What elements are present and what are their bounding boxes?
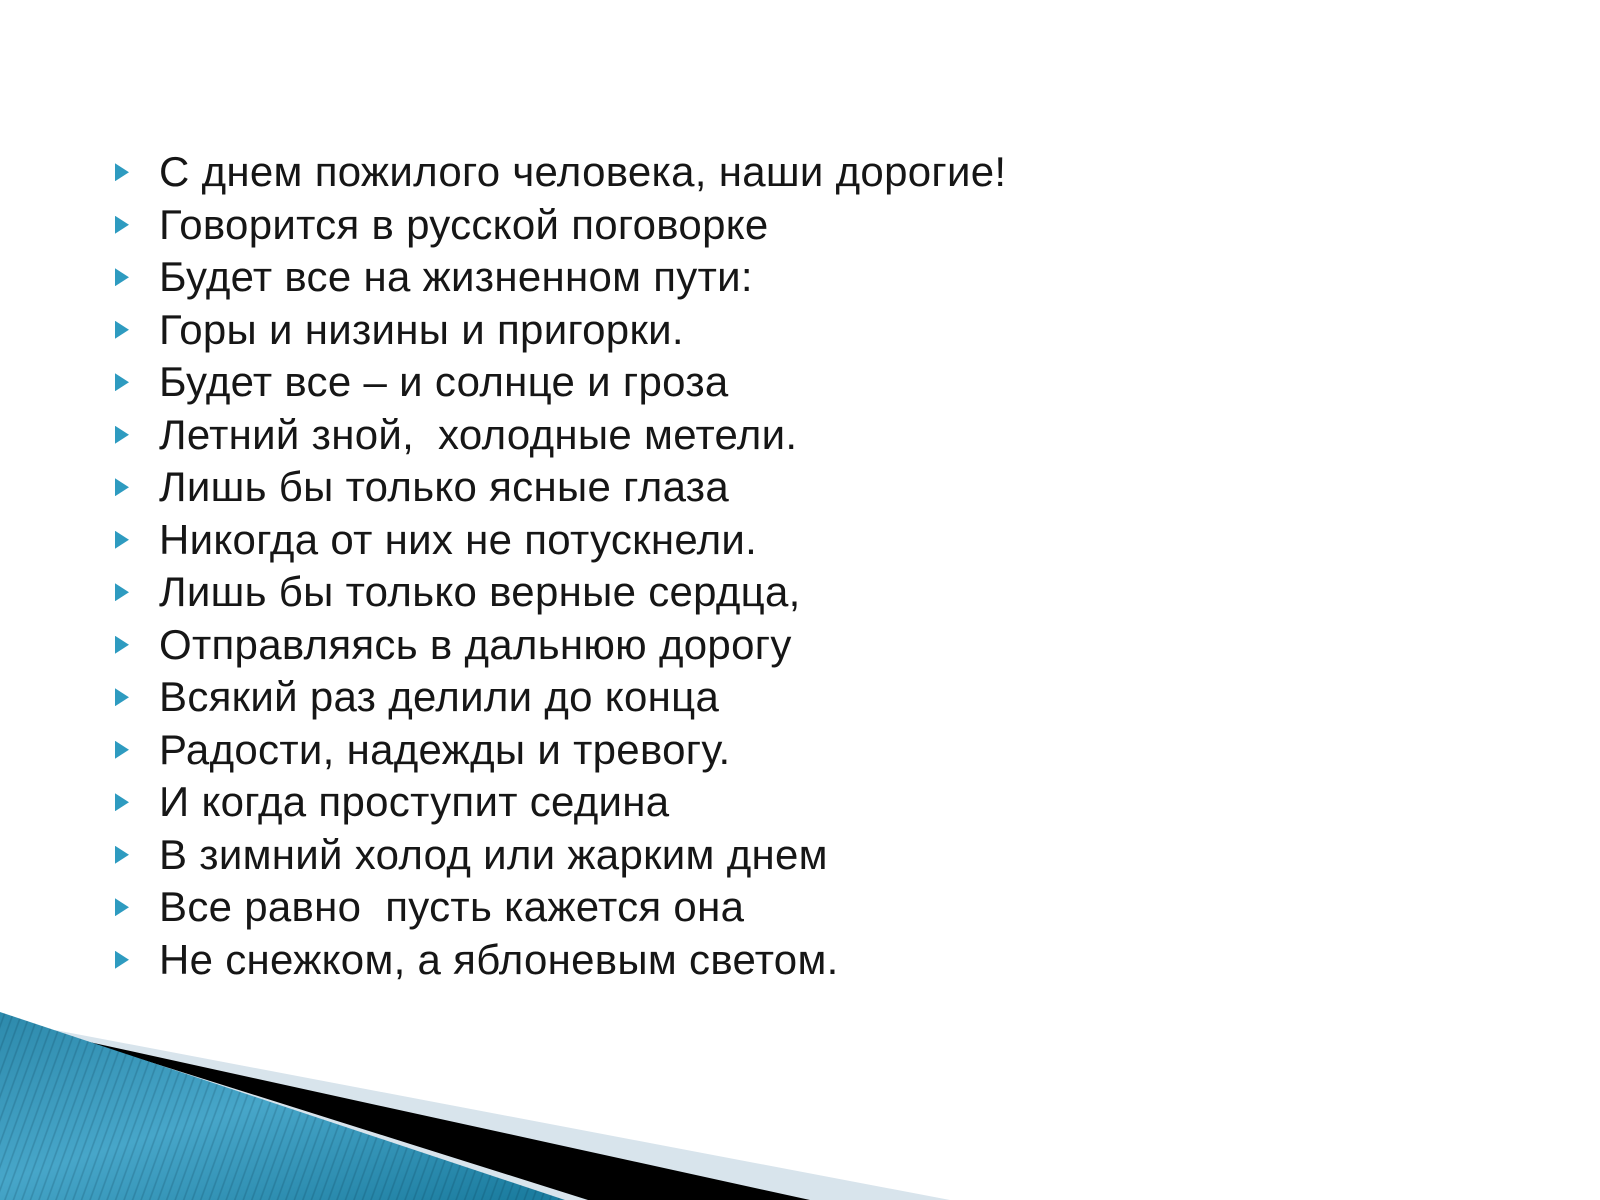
poem-line-text: Летний зной, холодные метели. [159,410,798,458]
list-item [115,671,1560,724]
bullet-triangle-icon [115,951,129,969]
bullet-triangle-icon [115,373,129,391]
bullet-triangle-icon [115,478,129,496]
poem-line-text: Говорится в русской поговорке [159,200,769,248]
corner-decoration [0,1000,1000,1200]
bullet-triangle-icon [115,846,129,864]
list-item [115,829,1560,882]
bullet-triangle-icon [115,636,129,654]
poem-line-text: В зимний холод или жарким днем [159,830,828,878]
poem-line-text: Не снежком, а яблоневым светом. [159,935,839,983]
poem-line-text: И когда проступит седина [159,778,670,825]
bullet-triangle-icon [115,531,129,549]
list-item [115,251,1560,304]
poem-line-text: Будет все на жизненном пути: [159,253,753,300]
poem-line-text: Лишь бы только ясные глаза [159,463,730,510]
list-item [115,881,1560,934]
bullet-triangle-icon [115,216,129,234]
bullet-triangle-icon [115,741,129,759]
poem-line-text: Радости, надежды и тревогу. [159,725,731,773]
bullet-triangle-icon [115,268,129,286]
list-item [115,304,1560,357]
list-item [115,356,1560,409]
bullet-triangle-icon [115,163,129,181]
bullet-triangle-icon [115,583,129,601]
bullet-triangle-icon [115,426,129,444]
list-item [115,619,1560,672]
poem-line-text: С днем пожилого человека, наши дорогие! [159,148,1007,195]
bullet-triangle-icon [115,898,129,916]
list-item [115,934,1560,987]
poem-line-text: Все равно пусть кажется она [159,883,745,930]
bullet-triangle-icon [115,688,129,706]
list-item [115,461,1560,514]
poem-line-text: Всякий раз делили до конца [159,673,720,720]
list-item [115,409,1560,462]
list-item [115,146,1560,199]
poem-line-text: Лишь бы только верные сердца, [159,568,801,615]
list-item [115,724,1560,777]
poem-line-text: Горы и низины и пригорки. [159,305,684,353]
bullet-triangle-icon [115,793,129,811]
list-item [115,199,1560,252]
poem-bullet-list [115,146,1560,986]
poem-line-text: Отправляясь в дальнюю дорогу [159,620,792,668]
bullet-triangle-icon [115,321,129,339]
list-item [115,566,1560,619]
poem-line-text: Будет все – и солнце и гроза [159,358,729,405]
list-item [115,776,1560,829]
list-item [115,514,1560,567]
poem-line-text: Никогда от них не потускнели. [159,515,758,563]
